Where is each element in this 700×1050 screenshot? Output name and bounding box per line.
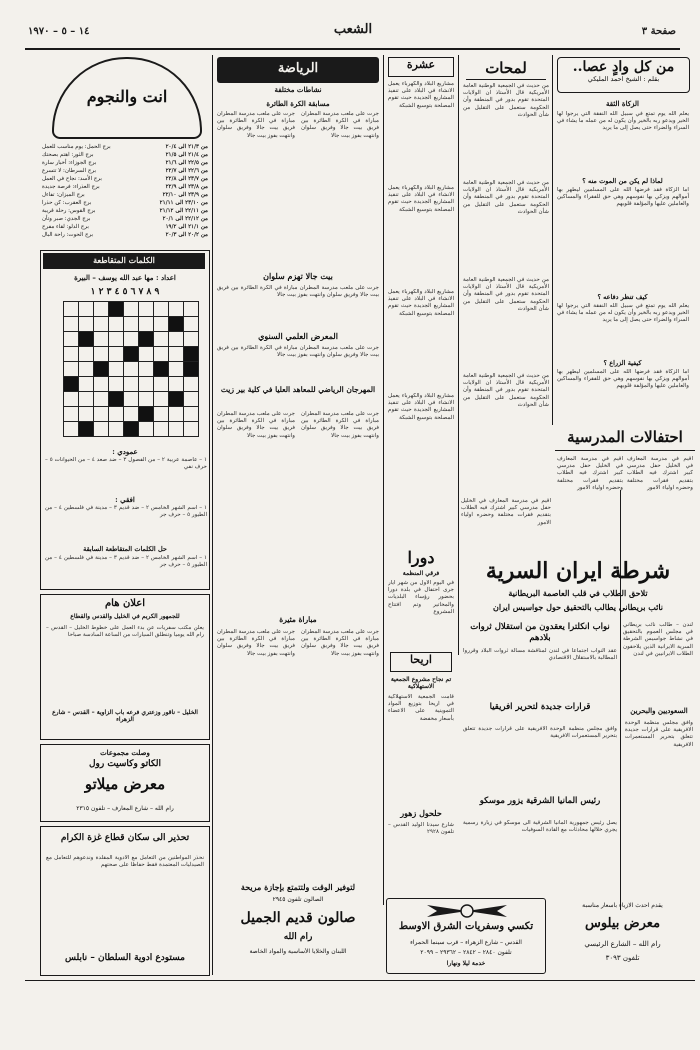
jericho-body: قامت الجمعية الاستهلاكية في اريحا بتوزيع المواد التموينية على الاعضاء بأسعار مخفضة [388,694,454,722]
crossword-cell[interactable] [169,407,184,422]
column-divider [383,55,384,905]
crossword-cell[interactable] [79,302,94,317]
horoscope-row [42,199,208,207]
sports-article: جرت على ملعب مدرسة المطران مباراة في الكرة الطائرة بين فريق بيت جالا وفريق سلوان وانتهت بفوز بيت جالا [217,411,295,439]
horoscope-sign-text: برج الدلو: لقاء مفرح [42,224,89,230]
news-headline: قرارات جديدة لتحرير افريقيا [489,702,591,712]
ad-exhibit-title: معرض ميلاتو [84,775,166,793]
crossword-row [64,377,199,392]
column-divider [458,55,459,655]
crossword-cell[interactable] [109,362,124,377]
crossword-cell [184,362,199,377]
news-body: وافق مجلس منظمة الوحدة الافريقية على قرارات جديدة تتعلق بتحرير المستعمرات الافريقية [625,720,693,748]
crossword-cell [79,332,94,347]
column-sports [215,55,381,935]
masthead [18,22,686,48]
taxi-address: القدس – شارع الزهراء – قرب سينما الحمراء [410,939,522,946]
masthead-rule [25,48,680,50]
school-title: احتفالات المدرسية [567,428,683,446]
sports-title: الرياضة [277,61,319,76]
crossword-banner [43,253,205,269]
sports-heading: مباراة مثيرة [279,615,317,624]
masthead-paper-name: الشعب [333,22,373,37]
title-rule [466,79,546,80]
crossword-title: الكلمات المتقاطعة [93,255,155,265]
horoscope-rows [42,143,208,239]
crossword-cell[interactable] [139,422,154,437]
article-body: من حديث في الجمعية الوطنية العامة الأمريكية قال الأستاذ ان الولايات المتحدة تقوم بدور في المنطقة وأن الحكومة ستعمل على التقليل من شأن الحوادث [463,83,549,118]
article-body: مشاريع البلاد والكهرباء يعمل الانشاء في البلاد على تنفيذ المشاريع الجديدة حيث تقوم المصلحة بتوسيع الشبكة [388,185,454,213]
announcement-box [40,594,210,740]
halhoul-title: حلحول زهور [400,808,442,818]
crossword-row [64,407,199,422]
crossword-cell[interactable] [79,362,94,377]
column-byline: بقلم : الشيخ احمد المليكي [587,75,660,83]
crossword-row [64,302,199,317]
taxi-note: خدمة ليلا ونهارا [446,960,486,967]
ad-taxi [386,898,546,974]
horoscope-row [42,175,208,183]
column-title: من كل وادٍ عصا.. [572,59,675,75]
horoscope-sign-text: برج الأسد: نجاح في العمل [42,176,102,182]
school-continuation: اقيم في مدرسة المعارف في الخليل حفل مدرسي كبير اشترك فيه الطلاب بتقديم فقرات مختلفة وحضره اولياء الامور [461,498,551,526]
crossword-row [64,332,199,347]
crossword-down-label: عمودي : [112,447,138,456]
horoscope-row [42,159,208,167]
crossword-cell[interactable] [94,377,109,392]
ad-salon [215,880,381,970]
crossword-solution-label: حل الكلمات المتقاطعة السابقة [83,545,167,553]
horoscope-sign-date: من ٢٢/٦ الى ٢٢/٧ [165,168,208,174]
sports-article: جرت على ملعب مدرسة المطران مباراة في الكرة الطائرة بين فريق بيت جالا وفريق سلوان وانتهت بفوز بيت جالا [217,285,379,299]
sports-article: جرت على ملعب مدرسة المطران مباراة في الكرة الطائرة بين فريق بيت جالا وفريق سلوان وانتهت بفوز بيت جالا [301,629,379,657]
crossword-cell[interactable] [64,347,79,362]
announcement-body: يعلن مكتب سفريات عن بدء العمل على خطوط الخليل – القدس – رام الله يوميا وتنطلق السيارات من الساعة السادسة صباحا [46,625,204,639]
horoscope-emblem [52,57,202,139]
horoscope-row [42,207,208,215]
crossword-cell[interactable] [139,362,154,377]
taxi-wings-emblem [417,903,517,919]
sports-article: جرت على ملعب مدرسة المطران مباراة في الكرة الطائرة بين فريق بيت جالا وفريق سلوان وانتهت بفوز بيت جالا [217,629,295,657]
crossword-cell[interactable] [154,407,169,422]
horoscope-row [42,183,208,191]
column-title-box [388,57,454,77]
ad-pharmacy-footer: مستودع ادوية السلطان – نابلس [64,953,185,963]
horoscope-sign-text: برج العذراء: فرصة جديدة [42,184,100,190]
horoscope-sign-text: برج السرطان: لا تتسرع [42,168,97,174]
ad-pharmacy [40,826,210,976]
crossword-cell[interactable] [154,347,169,362]
horoscope-sign-text: برج الثور: اهتم بصحتك [42,152,94,158]
school-title-rule [555,450,695,451]
jericho-title: اريحا [410,653,432,666]
crossword-cell[interactable] [109,317,124,332]
sports-heading: المهرجان الرياضي للمعاهد العليا في كلية بير زيت [220,385,376,394]
horoscope-sign-text: برج العقرب: كن حذرا [42,200,92,206]
school-body: اقيم في مدرسة المعارف في الخليل حفل مدرسي كبير اشترك فيه الطلاب بتقديم فقرات مختلفة وحضره اولياء الامور [627,456,693,491]
crossword-cell[interactable] [64,392,79,407]
section-heading: لماذا لم يكن من الموت منه ؟ [582,177,663,185]
ad-exhibit-footer: رام الله – شارع المعارف – تلفون ٢٣١٥ [76,805,174,812]
column-ashara [386,55,456,545]
horoscope-row [42,191,208,199]
news-body: عقد النواب اجتماعا في لندن لمناقشة مسألة ثروات البلاد وقرروا المطالبة بالاستقلال الاقتصادي [463,648,617,662]
article-body: من حديث في الجمعية الوطنية العامة الأمريكية قال الأستاذ ان الولايات المتحدة تقوم بدور في المنطقة وأن الحكومة ستعمل على التقليل من شأن الحوادث [463,373,549,408]
horoscope-sign-text: برج الجوزاء: أخبار سارة [42,160,97,166]
crossword-cell[interactable] [139,377,154,392]
crossword-cell[interactable] [79,392,94,407]
news-body: يصل رئيس جمهورية المانيا الشرقية الى موسكو في زيارة رسمية يجري خلالها محادثات مع القادة السوفيات [463,820,617,834]
section-heading: كيف تنظر دفاعه ؟ [597,293,648,301]
crossword-cell[interactable] [64,407,79,422]
jericho-heading: تم نجاح مشروع الجمعية الاستهلاكية [390,676,452,690]
horoscope-title: انت والنجوم [86,87,168,106]
crossword-cell [169,392,184,407]
column-gulf-news [623,706,695,896]
crossword-cell[interactable] [124,362,139,377]
section-heading: كيفية الزراع ؟ [603,359,642,367]
taxi-phone: تلفون ٢٨٤٠ – ٢٨٤٢ – ٢٩٣٦٢ – ٢٠٩٩ [420,949,512,956]
crossword-row [64,362,199,377]
sports-article: جرت على ملعب مدرسة المطران مباراة في الكرة الطائرة بين فريق بيت جالا وفريق سلوان وانتهت بفوز بيت جالا [301,411,379,439]
ad-exhibit [40,744,210,822]
article-body: اما الزكاة فقد فرضها الله على المسلمين ليطهر بها أموالهم ويزكي بها نفوسهم وهي حق للفقراء والمساكين والعاملين عليها والمؤلفة قلوبهم [557,187,689,208]
crossword-cell[interactable] [94,302,109,317]
crossword-down-clues: ١ – عاصمة عربية ٢ – من الفصول ٣ – ضد صعد ٤ – من الحيوانات ٥ – حرف نفي [45,457,207,471]
crossword-cell[interactable] [169,347,184,362]
horoscope-list [42,143,208,243]
sports-article: جرت على ملعب مدرسة المطران مباراة في الكرة الطائرة بين فريق بيت جالا وفريق سلوان وانتهت بفوز بيت جالا [301,111,379,139]
crossword-cell[interactable] [139,317,154,332]
announcement-footer: الخليل – ناقور وزعتري فرعه باب الزاوية – القدس – شارع الزهراء [52,709,198,723]
crossword-cell[interactable] [139,347,154,362]
crossword-row [64,347,199,362]
article-body: من حديث في الجمعية الوطنية العامة الأمريكية قال الأستاذ ان الولايات المتحدة تقوم بدور في المنطقة وأن الحكومة ستعمل على التقليل من شأن الحوادث [463,277,549,312]
crossword-cell[interactable] [154,302,169,317]
crossword-cell[interactable] [79,407,94,422]
article-body: مشاريع البلاد والكهرباء يعمل الانشاء في البلاد على تنفيذ المشاريع الجديدة حيث تقوم المصلحة بتوسيع الشبكة [388,81,454,109]
column-title: عشرة [406,58,436,71]
doura-heading: فرقي المنظمة [402,570,440,577]
crossword-cell[interactable] [64,332,79,347]
horoscope-sign-text: برج القوس: رحلة قريبة [42,208,96,214]
horoscope-sign-date: من ٢٣/٧ الى ٢٢/٨ [165,176,208,182]
crossword-cell[interactable] [79,377,94,392]
crossword-cell[interactable] [184,377,199,392]
article-body: يعلم الله يوم تمتع في سبيل الله النفقة التي يرجوا لها الخير ويدعو ربه بالخير وأن يكون له من عمله ما يشاء في السراء والضراء حتى يصل إلى ما يريد [557,111,689,132]
crossword-row [64,317,199,332]
crossword-solution: ١ – اسم الشهر الخامس ٢ – ضد قديم ٣ – مدينة في فلسطين ٤ – من الطيور ٥ – حرف جر [45,555,207,569]
crossword-row [64,422,199,437]
crossword-cell [169,317,184,332]
crossword-cell[interactable] [94,422,109,437]
horoscope-row [42,231,208,239]
crossword-cell[interactable] [169,422,184,437]
iran-headline: شرطة ايران السرية [485,558,671,584]
section-heading: الزكاة الثقة [606,99,639,108]
crossword-cell[interactable] [109,422,124,437]
crossword-across-clues: ١ – اسم الشهر الخامس ٢ – ضد قديم ٣ – مدينة في فلسطين ٤ – من الطيور ٥ – حرف جر [45,505,207,519]
ad-exhibit-line2: الكاتو وكاسيت رول [88,759,162,769]
horoscope-sign-text: برج الجدي: صبر وتأن [42,216,91,222]
crossword-cell[interactable] [184,317,199,332]
horoscope-sign-date: من ٢٣/٩ الى ٢٢/١٠ [162,192,208,198]
masthead-page-number: صفحة ٣ [641,26,676,37]
crossword-cell [124,422,139,437]
column-lamahat [461,55,551,495]
article-body: من حديث في الجمعية الوطنية العامة الأمريكية قال الأستاذ ان الولايات المتحدة تقوم بدور في المنطقة وأن الحكومة ستعمل على التقليل من شأن الحوادث [463,180,549,215]
ad-exhibit-line1: وصلت مجموعات [100,748,150,757]
crossword-cell[interactable] [94,317,109,332]
crossword-cell[interactable] [154,422,169,437]
ad-salon-title: صالون قديم الجميل [240,910,356,926]
crossword-cell[interactable] [64,302,79,317]
crossword-cell[interactable] [109,407,124,422]
crossword-cell [124,347,139,362]
school-section [555,428,695,556]
crossword-cell[interactable] [169,302,184,317]
horoscope-sign-text: برج الحمل: يوم مناسب للعمل [42,144,111,150]
horoscope-row [42,151,208,159]
crossword-cell[interactable] [109,332,124,347]
crossword-across-label: افقي : [115,495,135,504]
crossword-cell [64,377,79,392]
crossword-cell[interactable] [154,332,169,347]
jericho-title-box [390,652,452,672]
crossword-cell [94,362,109,377]
horoscope-sign-date: من ٢٢/٥ الى ٢١/٦ [165,160,208,166]
horoscope-sign-date: من ٢٢/١٢ الى ٢٠/١ [162,216,208,222]
article-body: اما الزكاة فقد فرضها الله على المسلمين ليطهر بها أموالهم ويزكي بها نفوسهم وهي حق للفقراء والمساكين والعاملين عليها والمؤلفة قلوبهم [557,369,689,390]
wings-icon [417,903,517,919]
taxi-title: تكسي وسفريات الشرق الاوسط [398,921,534,932]
column-local-news [386,548,456,888]
horoscope-row [42,215,208,223]
iran-body: لندن – طالب نائب بريطاني في مجلس العموم بالتحقيق في نشاط جواسيس الشرطة السرية الايرانية الذين يلاحقون الطلاب الايرانيين في لندن [623,622,693,657]
sports-heading: المعرض العلمي السنوي [258,331,338,341]
crossword-cell [139,332,154,347]
horoscope-sign-date: من ٢١/١ الى ١٩/٢ [165,224,208,230]
crossword-cell[interactable] [124,302,139,317]
crossword-cell[interactable] [94,347,109,362]
bilbus-line1: يقدم احدث الازياء بأسعار مناسبة [582,902,663,909]
ad-pharmacy-title: تحذير الى سكان قطاع غزة الكرام [60,833,190,843]
masthead-date: ١٤ – ٥ – ١٩٧٠ [28,26,90,37]
crossword-cell[interactable] [124,332,139,347]
crossword-cell[interactable] [184,422,199,437]
crossword-cell[interactable] [169,377,184,392]
horoscope-box [40,55,210,245]
crossword-cell[interactable] [169,362,184,377]
horoscope-row [42,167,208,175]
bilbus-phone: تلفون ٣٠٩٣ [605,954,640,962]
horoscope-row [42,223,208,231]
iran-subheadline: نائب بريطاني يطالب بالتحقيق حول جواسيس ايران [492,602,664,612]
crossword-cell [184,347,199,362]
announcement-subtitle: للجمهور الكريم في الخليل والقدس والقطاع [70,613,180,620]
ad-salon-footer: اللبنان والخلايا الأساسية والمواد الخاصة [249,948,347,955]
crossword-cell[interactable] [124,392,139,407]
ad-salon-line1: لتوفير الوقت ولتتمتع بإجازة مريحة [240,882,356,892]
iran-section [461,558,695,618]
crossword-cell[interactable] [139,302,154,317]
crossword-cell[interactable] [169,332,184,347]
ad-bilbus [550,900,695,976]
crossword-cell[interactable] [79,317,94,332]
crossword-cell[interactable] [184,392,199,407]
sports-article: جرت على ملعب مدرسة المطران مباراة في الكرة الطائرة بين فريق بيت جالا وفريق سلوان وانتهت بفوز بيت جالا [217,345,379,359]
sports-heading: بيت جالا تهزم سلوان [263,271,333,281]
crossword-numbers: ٩ ٨ ٧ ٦ ٥ ٤ ٣ ٢ ١ [90,287,160,297]
doura-body: في اليوم الاول من شهر ايار جرى احتفال في بلدة دورا بحضور رؤساء البلديات والمخاتير وتم افتتاح المشروع [388,580,454,615]
sports-article: جرت على ملعب مدرسة المطران مباراة في الكرة الطائرة بين فريق بيت جالا وفريق سلوان وانتهت بفوز بيت جالا [217,111,295,139]
crossword-cell[interactable] [79,347,94,362]
article-body: يعلم الله يوم تمتع في سبيل الله النفقة التي يرجوا لها الخير ويدعو ربه بالخير وأن يكون له من عمله ما يشاء في السراء والضراء حتى يصل إلى ما يريد [557,303,689,324]
article-body: مشاريع البلاد والكهرباء يعمل الانشاء في البلاد على تنفيذ المشاريع الجديدة حيث تقوم المصلحة بتوسيع الشبكة [388,289,454,317]
column-divider [212,55,213,975]
crossword-cell[interactable] [139,392,154,407]
news-headline: نواب انكلترا يعقدون من استقلال ثروات بلادهم [470,622,610,643]
bilbus-address: رام الله – الشارع الرئيسي [584,940,661,948]
crossword-cell[interactable] [64,362,79,377]
article-body: مشاريع البلاد والكهرباء يعمل الانشاء في البلاد على تنفيذ المشاريع الجديدة حيث تقوم المصلحة بتوسيع الشبكة [388,393,454,421]
crossword-cell [109,392,124,407]
ad-salon-line2: الصالون تلفون ٢٩٤٥ [272,896,324,903]
crossword-cell[interactable] [64,422,79,437]
sports-banner [217,57,379,83]
horoscope-sign-text: برج الحوت: راحة البال [42,232,94,238]
iran-subheadline: تلاحق الطلاب في قلب العاصمة البريطانية [508,588,648,598]
ad-pharmacy-body: نحذر المواطنين من التعامل مع الادوية المقلدة وندعوهم للتعامل مع الصيدليات المعتمدة فقط حفاظا على صحتهم [46,855,204,869]
crossword-cell[interactable] [94,332,109,347]
horoscope-sign-date: من ٢٣/٨ الى ٢٢/٩ [165,184,208,190]
news-headline: السعوديين والبحرين [630,706,688,715]
horoscope-sign-date: من ٢٠/٢ الى ٢٠/٣ [165,232,208,238]
crossword-row [64,392,199,407]
horoscope-sign-date: من ٢٢/١١ الى ٢١/١٢ [159,208,208,214]
news-headline: رئيس المانيا الشرقية يزور موسكو [479,796,601,806]
school-body: اقيم في مدرسة المعارف في الخليل حفل مدرسي كبير اشترك فيه الطلاب بتقديم فقرات مختلفة وحضره اولياء الامور [557,456,623,491]
crossword-cell [79,422,94,437]
horoscope-sign-text: برج الميزان: تفاءل [42,192,85,198]
sports-subtitle: نشاطات مختلفة [274,85,322,94]
horoscope-sign-date: من ٢٣/١٠ الى ٢١/١١ [159,200,208,206]
crossword-cell[interactable] [154,377,169,392]
news-body: وافق مجلس منظمة الوحدة الافريقية على قرارات جديدة تتعلق بتحرير المستعمرات الافريقية [463,726,617,740]
horoscope-row [42,143,208,151]
crossword-cell[interactable] [184,332,199,347]
crossword-cell[interactable] [154,392,169,407]
crossword-cell[interactable] [124,407,139,422]
column-title-box [557,57,690,93]
sports-heading: مسابقة الكرة الطائرة [266,99,330,108]
column-world-news [461,622,619,898]
crossword-box [40,250,210,590]
crossword-author: اعداد : مها عبد الله يوسف – البيرة [74,273,176,282]
crossword-cell[interactable] [124,377,139,392]
crossword-cell[interactable] [94,407,109,422]
crossword-cell[interactable] [184,407,199,422]
crossword-cell[interactable] [64,317,79,332]
crossword-cell[interactable] [154,317,169,332]
column-title: لمحات [485,59,527,77]
ad-salon-city: رام الله [283,932,313,942]
crossword-cell [154,362,169,377]
halhoul-body: شارع سيدنا الوليد القدس – تلفون ٢٩٢٨ [388,822,454,836]
bilbus-title: معرض بيلوس [584,916,661,931]
column-wisdom [555,55,695,425]
announcement-title: اعلان هام [104,598,146,609]
crossword-cell[interactable] [109,347,124,362]
bottom-rule [25,980,695,981]
crossword-cell [109,302,124,317]
crossword-cell[interactable] [124,317,139,332]
crossword-cell[interactable] [184,302,199,317]
horoscope-sign-date: من ٢١/٣ الى ٢٠/٤ [165,144,208,150]
crossword-cell[interactable] [94,392,109,407]
column-divider [552,55,553,425]
horoscope-sign-date: من ٢١/٤ الى ٢١/٥ [165,152,208,158]
crossword-cell[interactable] [109,377,124,392]
doura-title: دورا [407,548,435,567]
crossword-cell [139,407,154,422]
crossword-grid[interactable] [63,301,199,437]
